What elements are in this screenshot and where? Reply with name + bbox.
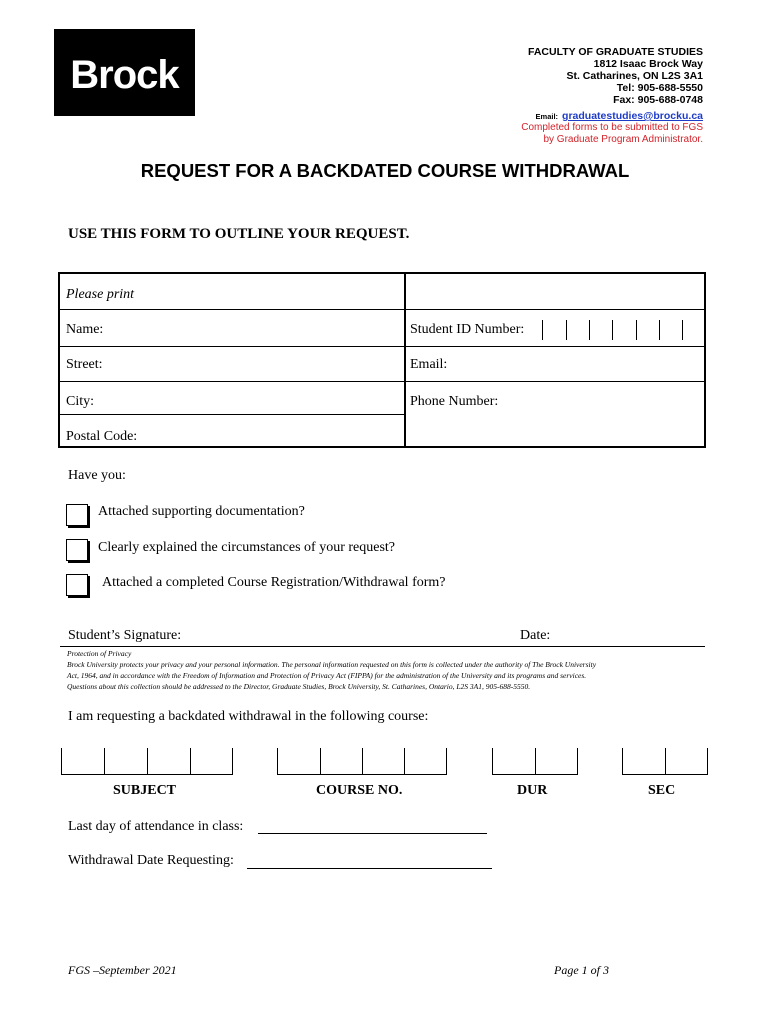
duration-header: DUR <box>517 783 548 798</box>
address-street: 1812 Isaac Brock Way <box>593 58 703 70</box>
table-row-line <box>58 381 706 382</box>
supporting-docs-checkbox[interactable] <box>66 504 88 526</box>
id-digit-divider <box>682 320 683 340</box>
box-divider <box>535 748 536 775</box>
id-digit-divider <box>589 320 590 340</box>
table-row-line <box>58 414 404 415</box>
form-instruction: USE THIS FORM TO OUTLINE YOUR REQUEST. <box>68 226 410 242</box>
id-digit-divider <box>612 320 613 340</box>
faculty-name: FACULTY OF GRADUATE STUDIES <box>527 46 703 58</box>
table-row-line <box>58 346 706 347</box>
box-divider <box>404 748 405 775</box>
privacy-text-line: Brock University protects your privacy and your personal information. The personal information requested on this form is collected under the authority of The Brock University <box>67 660 597 669</box>
privacy-text-line: Act, 1964, and in accordance with the Freedom of Information and Protection of Privacy Act (FIPPA) for the administration of the University and its programs and services. <box>67 671 587 680</box>
box-divider <box>104 748 105 775</box>
withdrawal-date-label: Withdrawal Date Requesting: <box>68 853 234 868</box>
date-field[interactable]: Date: <box>520 628 551 643</box>
last-attendance-label: Last day of attendance in class: <box>68 819 244 834</box>
section-header: SEC <box>648 783 676 798</box>
course-number-header: COURSE NO. <box>316 783 403 798</box>
please-print-label: Please print <box>66 287 135 302</box>
signature-line <box>60 646 705 647</box>
form-version: FGS –September 2021 <box>68 963 177 977</box>
box-divider <box>320 748 321 775</box>
email-link[interactable]: graduatestudies@brocku.ca <box>562 110 703 122</box>
submission-notice-line2: by Graduate Program Administrator. <box>543 134 703 145</box>
subject-header: SUBJECT <box>113 783 177 798</box>
logo-text: Brock <box>70 53 179 97</box>
checklist-heading: Have you: <box>68 468 126 483</box>
circumstances-checkbox[interactable] <box>66 539 88 561</box>
box-divider <box>190 748 191 775</box>
supporting-docs-label: Attached supporting documentation? <box>98 504 305 519</box>
course-request-intro: I am requesting a backdated withdrawal in the following course: <box>68 709 429 724</box>
registration-form-checkbox[interactable] <box>66 574 88 596</box>
phone-number: Tel: 905-688-5550 <box>616 82 703 94</box>
city-field[interactable]: City: <box>66 394 95 409</box>
name-field[interactable]: Name: <box>66 322 104 337</box>
address-city: St. Catharines, ON L2S 3A1 <box>566 70 703 82</box>
submission-notice-line1: Completed forms to be submitted to FGS <box>521 122 703 133</box>
box-divider <box>147 748 148 775</box>
circumstances-label: Clearly explained the circumstances of your request? <box>98 540 395 555</box>
fax-number: Fax: 905-688-0748 <box>613 94 703 106</box>
id-digit-divider <box>636 320 637 340</box>
privacy-text-line: Questions about this collection should be addressed to the Director, Graduate Studies, Brock University, St. Catharines, Ontario, L2S 3A1, 905-688-5550. <box>67 682 531 691</box>
box-divider <box>665 748 666 775</box>
street-field[interactable]: Street: <box>66 357 103 372</box>
student-info-table <box>58 272 706 448</box>
email-label: Email: <box>535 112 559 121</box>
phone-field[interactable]: Phone Number: <box>410 394 499 409</box>
postal-code-field[interactable]: Postal Code: <box>66 429 138 444</box>
registration-form-label: Attached a completed Course Registration/Withdrawal form? <box>102 575 446 590</box>
withdrawal-date-input[interactable] <box>247 868 492 869</box>
page-number: Page 1 of 3 <box>554 963 609 977</box>
id-digit-divider <box>659 320 660 340</box>
table-divider <box>404 272 406 448</box>
id-digit-divider <box>542 320 543 340</box>
signature-field[interactable]: Student’s Signature: <box>68 628 182 643</box>
form-title: REQUEST FOR A BACKDATED COURSE WITHDRAWAL <box>140 160 630 181</box>
student-id-field[interactable]: Student ID Number: <box>410 322 525 337</box>
privacy-heading: Protection of Privacy <box>67 649 132 658</box>
last-attendance-input[interactable] <box>258 833 487 834</box>
email-field[interactable]: Email: <box>410 357 448 372</box>
brock-logo <box>54 29 195 116</box>
table-row-line <box>58 309 706 310</box>
box-divider <box>362 748 363 775</box>
id-digit-divider <box>566 320 567 340</box>
